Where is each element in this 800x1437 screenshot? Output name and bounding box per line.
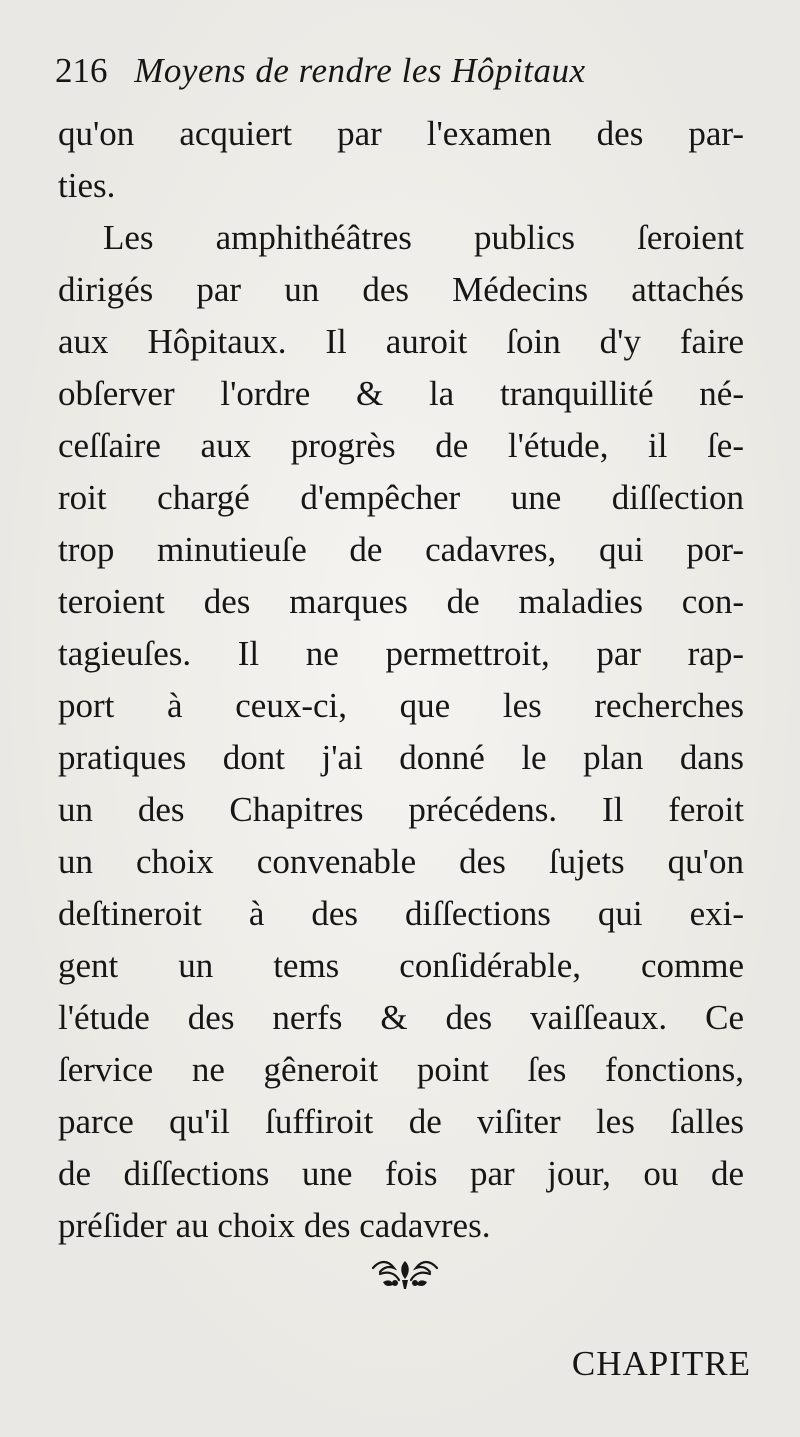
- text-line-18: l'étude des nerfs & des vaiſſeaux. Ce: [58, 998, 744, 1037]
- paragraph-first-line: Les amphithéâtres publics ſeroient: [103, 218, 744, 257]
- text-line-14: un des Chapitres précédens. Il feroit: [58, 790, 744, 829]
- text-line-17: gent un tems conſidérable, comme: [58, 946, 744, 985]
- text-line-8: roit chargé d'empêcher une diſſection: [58, 478, 744, 517]
- text-line-12: port à ceux-ci, que les recherches: [58, 686, 744, 725]
- text-line-6: obſerver l'ordre & la tranquillité né-: [58, 374, 744, 413]
- catchword: CHAPITRE: [571, 1344, 751, 1383]
- text-line-2: ties.: [58, 166, 116, 205]
- text-line-20: parce qu'il ſuffiroit de viſiter les ſalles: [58, 1102, 744, 1141]
- text-line-13: pratiques dont j'ai donné le plan dans: [58, 738, 744, 777]
- text-line-10: teroient des marques de maladies con-: [58, 582, 744, 621]
- text-line-5: aux Hôpitaux. Il auroit ſoin d'y faire: [58, 322, 744, 361]
- fleuron-ornament-icon: [368, 1258, 442, 1292]
- text-line-4: dirigés par un des Médecins attachés: [58, 270, 744, 309]
- text-line-19: ſervice ne gêneroit point ſes fonctions,: [58, 1050, 744, 1089]
- page-number: 216: [55, 51, 108, 90]
- running-title: Moyens de rendre les Hôpitaux: [134, 51, 586, 90]
- text-line-1: qu'on acquiert par l'examen des par-: [58, 114, 744, 153]
- text-line-15: un choix convenable des ſujets qu'on: [58, 842, 744, 881]
- text-line-11: tagieuſes. Il ne permettroit, par rap-: [58, 634, 744, 673]
- text-line-16: deſtineroit à des diſſections qui exi-: [58, 894, 744, 933]
- text-line-21: de diſſections une fois par jour, ou de: [58, 1154, 744, 1193]
- text-line-7: ceſſaire aux progrès de l'étude, il ſe-: [58, 426, 744, 465]
- text-line-9: trop minutieuſe de cadavres, qui por-: [58, 530, 744, 569]
- text-line-22: préſider au choix des cadavres.: [58, 1206, 491, 1245]
